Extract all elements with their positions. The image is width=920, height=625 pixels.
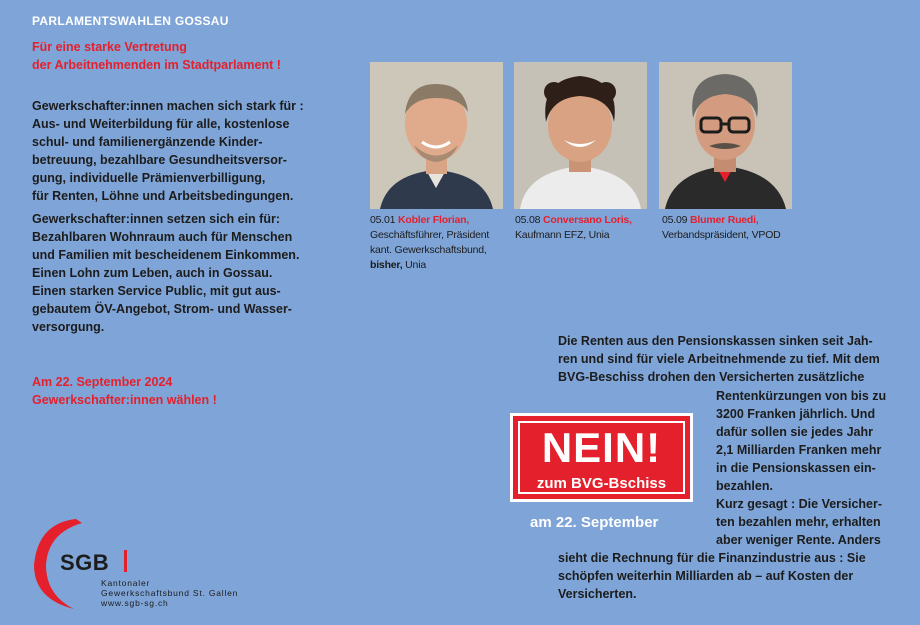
portrait-3-image	[659, 62, 792, 209]
block-stark	[32, 97, 304, 205]
callout-line: Gewerkschafter:innen wählen !	[32, 393, 217, 407]
portrait-1-image	[370, 62, 503, 209]
pension-text-right	[716, 387, 886, 549]
intro-line: der Arbeitnehmenden im Stadtparlament !	[32, 58, 281, 72]
pension-line: Die Renten aus den Pensionskassen sinken seit Jah-	[558, 334, 873, 348]
pension-line: aber weniger Rente. Anders	[716, 533, 881, 547]
pension-line: BVG-Beschiss drohen den Versicherten zusätzliche	[558, 370, 865, 384]
nein-badge-frame	[518, 421, 685, 494]
heading: PARLAMENTSWAHLEN GOSSAU	[32, 14, 229, 28]
pension-line: Versicherten.	[558, 587, 637, 601]
candidate-detail: Geschäftsführer, Präsident	[370, 229, 490, 241]
sgb-logo-text: SGB	[60, 550, 110, 575]
intro-text	[32, 38, 281, 74]
candidate-number: 05.08	[515, 214, 541, 226]
nein-badge	[510, 413, 693, 502]
pension-text-top	[558, 332, 880, 386]
pension-line: sieht die Rechnung für die Finanzindustrie aus : Sie	[558, 551, 866, 565]
block-line: gung, individuelle Prämienverbilligung,	[32, 171, 266, 185]
candidate-detail: Kaufmann EFZ, Unia	[515, 229, 610, 241]
pension-line: schöpfen weiterhin Milliarden ab – auf Kosten der	[558, 569, 854, 583]
candidate-photo	[370, 62, 503, 209]
pension-line: bezahlen.	[716, 479, 773, 493]
candidate-detail: kant. Gewerkschaftsbund,	[370, 244, 487, 256]
block-line: für Renten, Löhne und Arbeitsbedingungen.	[32, 189, 294, 203]
sgb-line: Gewerkschaftsbund St. Gallen	[101, 588, 239, 598]
nein-badge-subtitle: zum BVG-Bschiss	[536, 475, 667, 492]
block-line: betreuung, bezahlbare Gesundheitsversor-	[32, 153, 287, 167]
block-line: gebautem ÖV-Angebot, Strom- und Wasser-	[32, 302, 292, 316]
block-line: Einen starken Service Public, mit gut aus-	[32, 284, 281, 298]
candidate-name: Conversano Loris,	[543, 214, 632, 226]
pension-line: ren und sind für viele Arbeitnehmende zu tief. Mit dem	[558, 352, 880, 366]
intro-line: Für eine starke Vertretung	[32, 40, 187, 54]
candidate-photo	[514, 62, 647, 209]
pension-line: 2,1 Milliarden Franken mehr	[716, 443, 882, 457]
block-line: versorgung.	[32, 320, 105, 334]
pension-line: in die Pensionskassen ein-	[716, 461, 876, 475]
callout-line: Am 22. September 2024	[32, 375, 173, 389]
block-line: Bezahlbaren Wohnraum auch für Menschen	[32, 230, 293, 244]
candidate-caption	[662, 213, 781, 243]
candidate-caption	[515, 213, 632, 243]
sgb-line: Kantonaler	[101, 578, 151, 588]
candidate-status: bisher,	[370, 259, 403, 271]
pension-line: 3200 Franken jährlich. Und	[716, 407, 876, 421]
candidate-name: Blumer Ruedi,	[690, 214, 759, 226]
sgb-organisation	[101, 578, 238, 608]
candidate-caption	[370, 213, 489, 273]
pension-line: dafür sollen sie jedes Jahr	[716, 425, 874, 439]
candidate-detail: Verbandspräsident, VPOD	[662, 229, 781, 241]
pension-line: Rentenkürzungen von bis zu	[716, 389, 887, 403]
pension-text-bottom	[558, 549, 866, 603]
candidate-number: 05.01	[370, 214, 396, 226]
nein-badge-title: NEIN!	[541, 424, 662, 471]
vote-date: am 22. September	[530, 514, 659, 531]
block-line: und Familien mit bescheidenem Einkommen.	[32, 248, 300, 262]
block-title: Gewerkschafter:innen setzen sich ein für:	[32, 212, 280, 226]
block-title: Gewerkschafter:innen machen sich stark für :	[32, 99, 304, 113]
pension-line: Kurz gesagt : Die Versicher-	[716, 497, 883, 511]
candidate-detail: Unia	[405, 259, 426, 271]
candidate-number: 05.09	[662, 214, 688, 226]
block-einsetzen	[32, 210, 299, 336]
candidate-photo	[659, 62, 792, 209]
block-line: Einen Lohn zum Leben, auch in Gossau.	[32, 266, 273, 280]
block-line: Aus- und Weiterbildung für alle, kostenlose	[32, 117, 290, 131]
sgb-logo-bar	[124, 550, 127, 572]
callout	[32, 373, 217, 409]
candidate-name: Kobler Florian,	[398, 214, 470, 226]
sgb-website-link[interactable]: www.sgb-sg.ch	[101, 598, 169, 608]
block-line: schul- und familienergänzende Kinder-	[32, 135, 263, 149]
portrait-2-image	[514, 62, 647, 209]
pension-line: ten bezahlen mehr, erhalten	[716, 515, 881, 529]
